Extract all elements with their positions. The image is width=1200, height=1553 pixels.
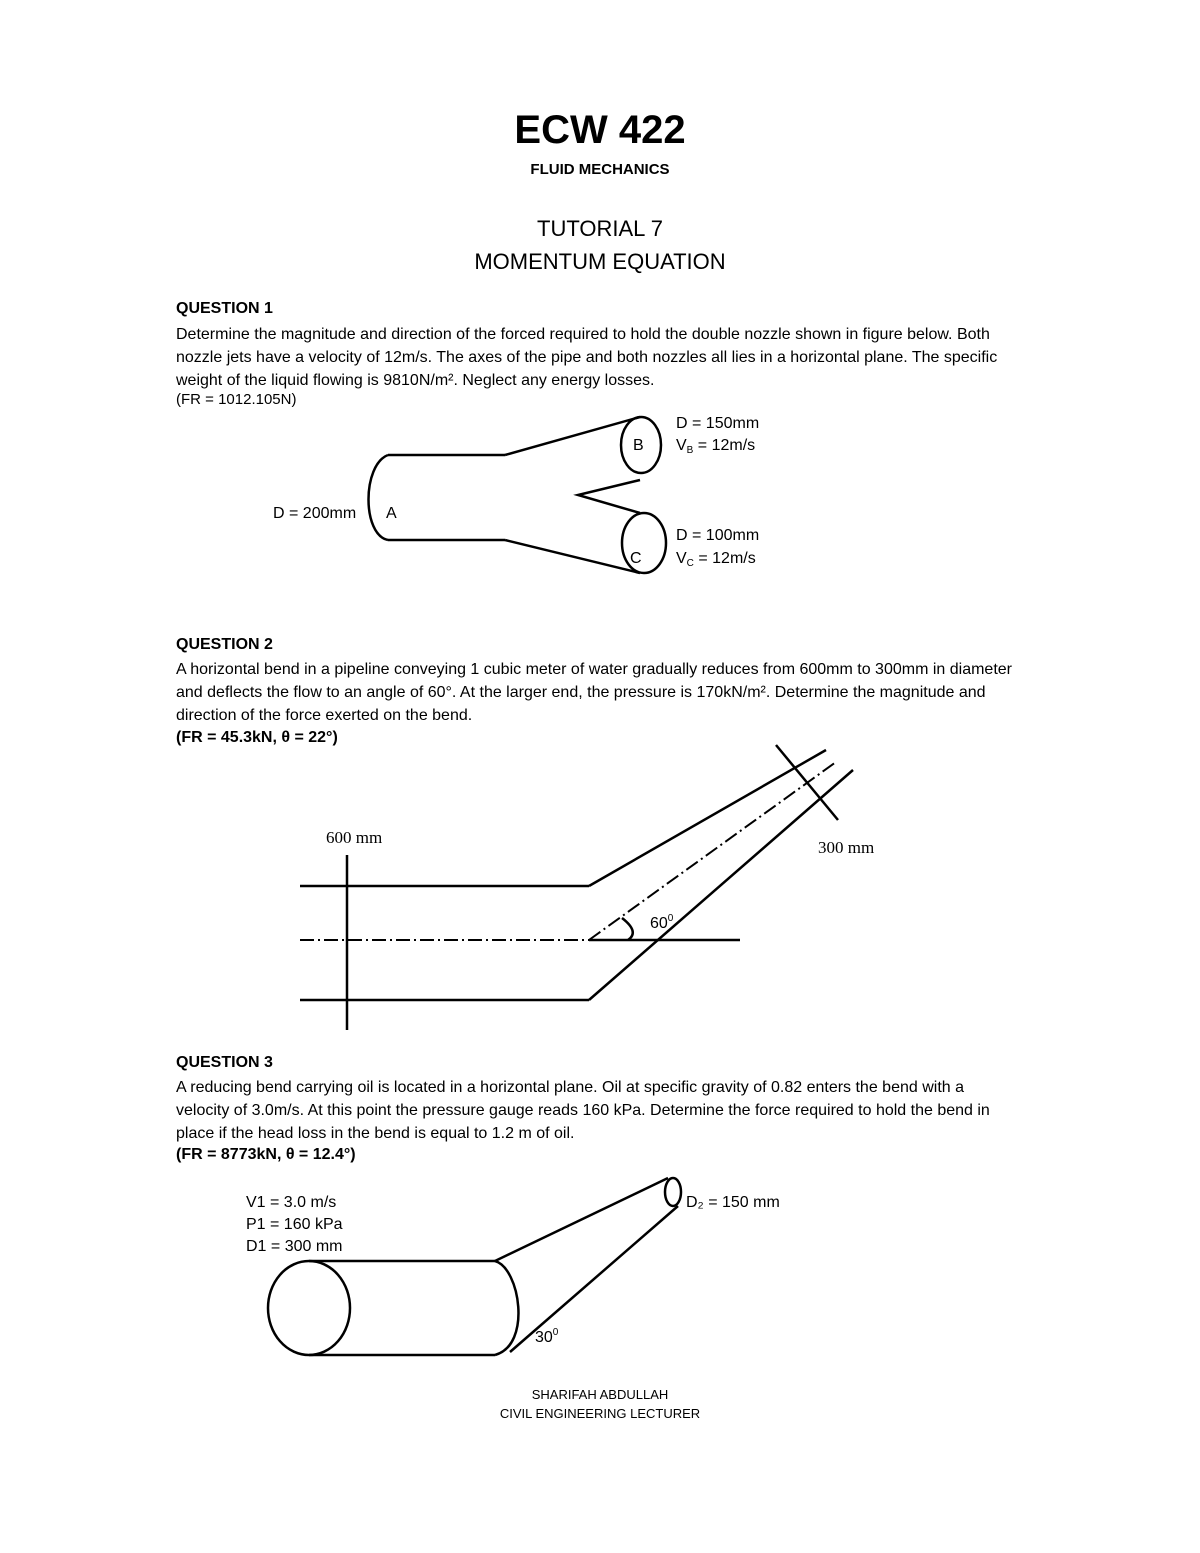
question-1-line: weight of the liquid flowing is 9810N/m². Neglect any energy losses. [176, 372, 655, 389]
question-1-line: nozzle jets have a velocity of 12m/s. The axes of the pipe and both nozzles all lies in a horizontal plane. The specific [176, 349, 998, 366]
question-3-text [176, 1076, 990, 1145]
bend-angle-label: $30^0$ [535, 1327, 559, 1346]
inlet-diameter-label: D1 = 300 mm [246, 1238, 343, 1255]
nozzle-c-diameter: D = 100mm [676, 527, 760, 544]
author-title: CIVIL ENGINEERING LECTURER [499, 1406, 701, 1421]
question-2-line: direction of the force exerted on the bend. [176, 707, 473, 724]
course-name: FLUID MECHANICS [530, 161, 670, 178]
nozzle-c-velocity: VC = 12m/s [676, 550, 756, 569]
question-1-line: Determine the magnitude and direction of the forced required to hold the double nozzle shown in figure below. Both [176, 326, 990, 343]
question-1-figure [0, 405, 1200, 585]
question-3-line: A reducing bend carrying oil is located in a horizontal plane. Oil at specific gravity of 0.82 enters the bend with a [176, 1079, 965, 1096]
author-name: SHARIFAH ABDULLAH [531, 1387, 669, 1402]
tutorial-title: MOMENTUM EQUATION [474, 249, 726, 274]
nozzle-b-diameter: D = 150mm [676, 415, 760, 432]
tutorial-number: TUTORIAL 7 [537, 216, 663, 241]
question-3-line: velocity of 3.0m/s. At this point the pressure gauge reads 160 kPa. Determine the force required to hold the bend in [176, 1102, 990, 1119]
inlet-pressure-label: P1 = 160 kPa [246, 1216, 343, 1233]
large-end-diameter-label: 600 mm [326, 828, 383, 847]
question-3-figure [0, 1170, 1200, 1370]
question-2-heading: QUESTION 2 [176, 636, 273, 653]
point-c-label: C [630, 550, 642, 567]
question-2-answer: (FR = 45.3kN, θ = 22°) [176, 729, 338, 746]
question-1-text [176, 323, 997, 392]
question-2-figure [0, 740, 1200, 1040]
course-code: ECW 422 [514, 108, 686, 152]
question-3-answer: (FR = 8773kN, θ = 12.4°) [176, 1146, 356, 1163]
point-a-label: A [386, 505, 397, 522]
question-3-line: place if the head loss in the bend is equal to 1.2 m of oil. [176, 1125, 575, 1142]
question-2-line: and deflects the flow to an angle of 60°. At the larger end, the pressure is 170kN/m². Determine the magnitude and [176, 684, 986, 701]
inlet-velocity-label: V1 = 3.0 m/s [246, 1194, 337, 1211]
question-1-heading: QUESTION 1 [176, 300, 273, 317]
question-3-heading: QUESTION 3 [176, 1054, 273, 1071]
question-1-answer: (FR = 1012.105N) [176, 391, 297, 408]
inlet-diameter-label: D = 200mm [273, 505, 357, 522]
question-2-line: A horizontal bend in a pipeline conveying 1 cubic meter of water gradually reduces from 600mm to 300mm in diameter [176, 661, 1012, 678]
nozzle-b-velocity: VB = 12m/s [676, 437, 756, 456]
question-2-text [176, 658, 1012, 727]
outlet-diameter-label: D₂ = 150 mm [686, 1194, 780, 1211]
small-end-diameter-label: 300 mm [818, 838, 875, 857]
deflection-angle-label: $60^0$ [650, 913, 674, 932]
point-b-label: B [633, 437, 644, 454]
